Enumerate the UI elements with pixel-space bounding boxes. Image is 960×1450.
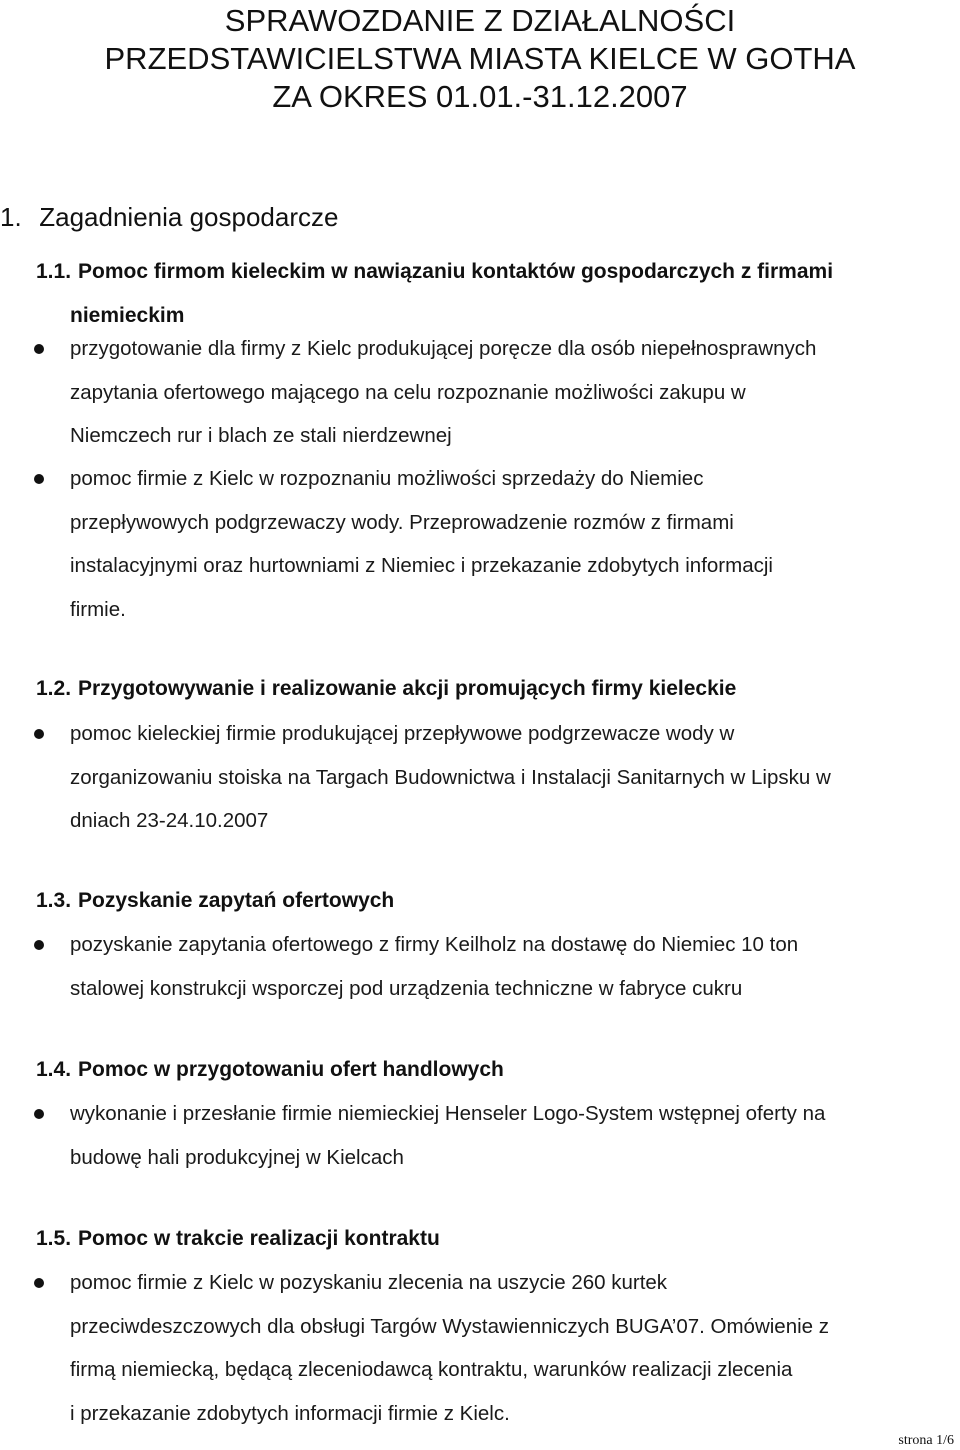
- list-item: [70, 327, 950, 458]
- subsection-heading-1-4: [36, 1058, 946, 1082]
- list-item: [70, 457, 950, 631]
- list-item-line: dniach 23-24.10.2007: [70, 809, 269, 832]
- title-line-3: ZA OKRES 01.01.-31.12.2007: [272, 79, 688, 114]
- title-line-1: SPRAWOZDANIE Z DZIAŁALNOŚCI: [224, 3, 736, 38]
- subsection-title-line-2: niemieckim: [70, 304, 185, 327]
- list-item: [70, 712, 950, 843]
- list-item-line: budowę hali produkcyjnej w Kielcach: [70, 1145, 404, 1169]
- list-item-line: pomoc kieleckiej firmie produkującej przepływowe podgrzewacze wody w: [70, 722, 735, 745]
- list-item-line: Niemczech rur i blach ze stali nierdzewnej: [70, 424, 452, 447]
- bullet-icon: [34, 1109, 44, 1119]
- bullet-icon: [34, 1278, 44, 1288]
- section-heading-1: [0, 200, 338, 234]
- bullet-icon: [34, 474, 44, 484]
- subsection-number: 1.2.: [36, 677, 72, 700]
- subsection-heading-1-1: [36, 250, 946, 338]
- list-item-line: pomoc firmie z Kielc w rozpoznaniu możliwości sprzedaży do Niemiec: [70, 467, 704, 490]
- bullet-icon: [34, 940, 44, 950]
- section-number: 1.: [0, 202, 22, 232]
- subsection-heading-1-5: [36, 1227, 946, 1251]
- list-item: [70, 923, 950, 1010]
- subsection-heading-1-3: [36, 889, 946, 913]
- subsection-number: 1.4.: [36, 1058, 72, 1081]
- report-title: [0, 2, 960, 116]
- list-item-line: pozyskanie zapytania ofertowego z firmy Keilholz na dostawę do Niemiec 10 ton: [70, 933, 799, 956]
- section-label: Zagadnienia gospodarcze: [39, 202, 339, 232]
- list-item-line: zorganizowaniu stoiska na Targach Budownictwa i Instalacji Sanitarnych w Lipsku w: [70, 765, 831, 789]
- list-item-line: zapytania ofertowego mającego na celu rozpoznanie możliwości zakupu w: [70, 380, 746, 404]
- bullet-icon: [34, 344, 44, 354]
- subsection-number: 1.3.: [36, 889, 72, 912]
- list-item-line: firmą niemiecką, będącą zleceniodawcą kontraktu, warunków realizacji zlecenia: [70, 1358, 793, 1381]
- list-item: [70, 1092, 950, 1179]
- list-item-line: przeciwdeszczowych dla obsługi Targów Wystawienniczych BUGA’07. Omówienie z: [70, 1314, 830, 1338]
- bullet-icon: [34, 729, 44, 739]
- list-item-line: przygotowanie dla firmy z Kielc produkującej poręcze dla osób niepełnosprawnych: [70, 337, 817, 360]
- subsection-title: Pozyskanie zapytań ofertowych: [78, 889, 395, 912]
- subsection-title: Przygotowywanie i realizowanie akcji promujących firmy kieleckie: [78, 677, 737, 700]
- list-item-line: i przekazanie zdobytych informacji firmie z Kielc.: [70, 1401, 510, 1425]
- subsection-number: 1.5.: [36, 1227, 72, 1250]
- subsection-title: Pomoc w trakcie realizacji kontraktu: [78, 1227, 440, 1250]
- list-item-line: wykonanie i przesłanie firmie niemieckiej Henseler Logo-System wstępnej oferty na: [70, 1102, 826, 1125]
- list-item-line: stalowej konstrukcji wsporczej pod urządzenia techniczne w fabryce cukru: [70, 976, 743, 1000]
- list-item-line: firmie.: [70, 597, 126, 621]
- title-line-2: PRZEDSTAWICIELSTWA MIASTA KIELCE W GOTHA: [104, 41, 856, 76]
- subsection-title-line-1: Pomoc firmom kieleckim w nawiązaniu kontaktów gospodarczych z firmami: [78, 260, 834, 283]
- subsection-title: Pomoc w przygotowaniu ofert handlowych: [78, 1058, 504, 1081]
- list-item-line: instalacyjnymi oraz hurtowniami z Niemiec i przekazanie zdobytych informacji: [70, 554, 773, 577]
- list-item-line: przepływowych podgrzewaczy wody. Przeprowadzenie rozmów z firmami: [70, 510, 734, 534]
- list-item-line: pomoc firmie z Kielc w pozyskaniu zlecenia na uszycie 260 kurtek: [70, 1271, 668, 1294]
- subsection-title: [36, 250, 946, 338]
- subsection-number: 1.1.: [36, 260, 72, 283]
- page-number: strona 1/6: [898, 1433, 954, 1448]
- list-item: [70, 1261, 950, 1435]
- subsection-heading-1-2: [36, 677, 946, 701]
